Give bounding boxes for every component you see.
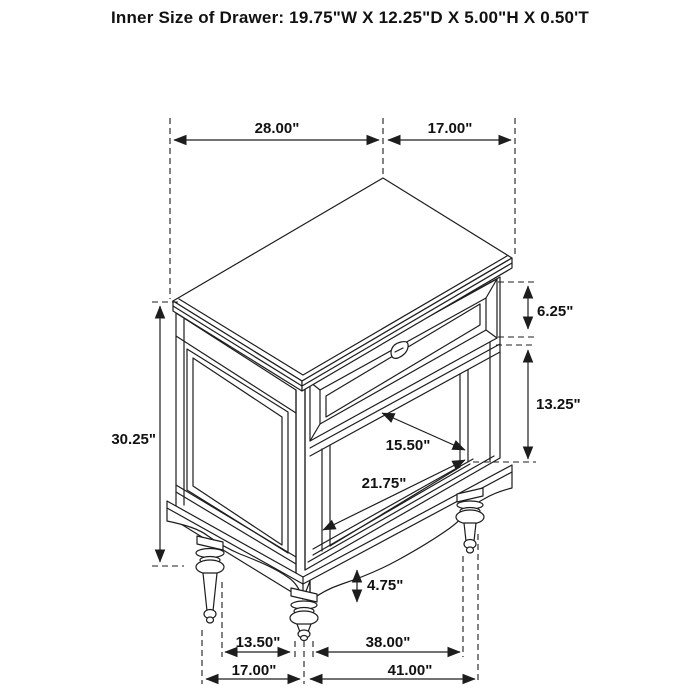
dim-drawer-front-height-label: 6.25" bbox=[537, 303, 574, 320]
dim-shelf-opening-height bbox=[528, 350, 581, 459]
nightstand-drawing bbox=[167, 178, 512, 641]
dim-leg-spacing-side-label: 13.50" bbox=[235, 634, 281, 651]
leg-right-tip bbox=[467, 547, 474, 553]
dim-base-side-span-label: 17.00" bbox=[231, 662, 277, 679]
dim-base-front-span-label: 41.00" bbox=[387, 662, 433, 679]
dim-shelf-depth-label: 15.50" bbox=[385, 437, 431, 454]
leg-right-bun bbox=[456, 510, 484, 524]
leg-left-stem bbox=[203, 573, 217, 611]
dim-base-side-span bbox=[206, 662, 300, 679]
dim-top-back-width bbox=[174, 120, 379, 140]
dim-top-back-width-label: 28.00" bbox=[254, 120, 300, 137]
dim-base-front-span bbox=[310, 662, 475, 679]
leg-front-tip bbox=[301, 636, 308, 641]
leg-front bbox=[290, 588, 318, 641]
dim-drawer-front-height bbox=[528, 286, 573, 329]
leg-left bbox=[196, 536, 224, 623]
dim-shelf-opening-height-label: 13.25" bbox=[536, 396, 581, 413]
page-title: Inner Size of Drawer: 19.75"W X 12.25"D X 5.00"H X 0.50'T bbox=[110, 8, 590, 27]
dim-top-side-depth-label: 17.00" bbox=[427, 120, 473, 137]
leg-left-tip bbox=[207, 617, 214, 623]
dim-leg-spacing-front-label: 38.00" bbox=[365, 634, 411, 651]
dim-shelf-width-label: 21.75" bbox=[361, 475, 407, 492]
dim-top-side-depth bbox=[388, 120, 511, 140]
dim-leg-spacing-front bbox=[316, 634, 460, 652]
dim-leg-spacing-side bbox=[225, 634, 290, 652]
dim-overall-height bbox=[111, 306, 160, 562]
dim-base-leg-height-label: 4.75" bbox=[367, 577, 404, 594]
leg-left-bun bbox=[196, 560, 224, 574]
leg-front-bun bbox=[290, 611, 318, 625]
leg-right-stem bbox=[464, 523, 476, 541]
dim-overall-height-label: 30.25" bbox=[111, 431, 156, 448]
